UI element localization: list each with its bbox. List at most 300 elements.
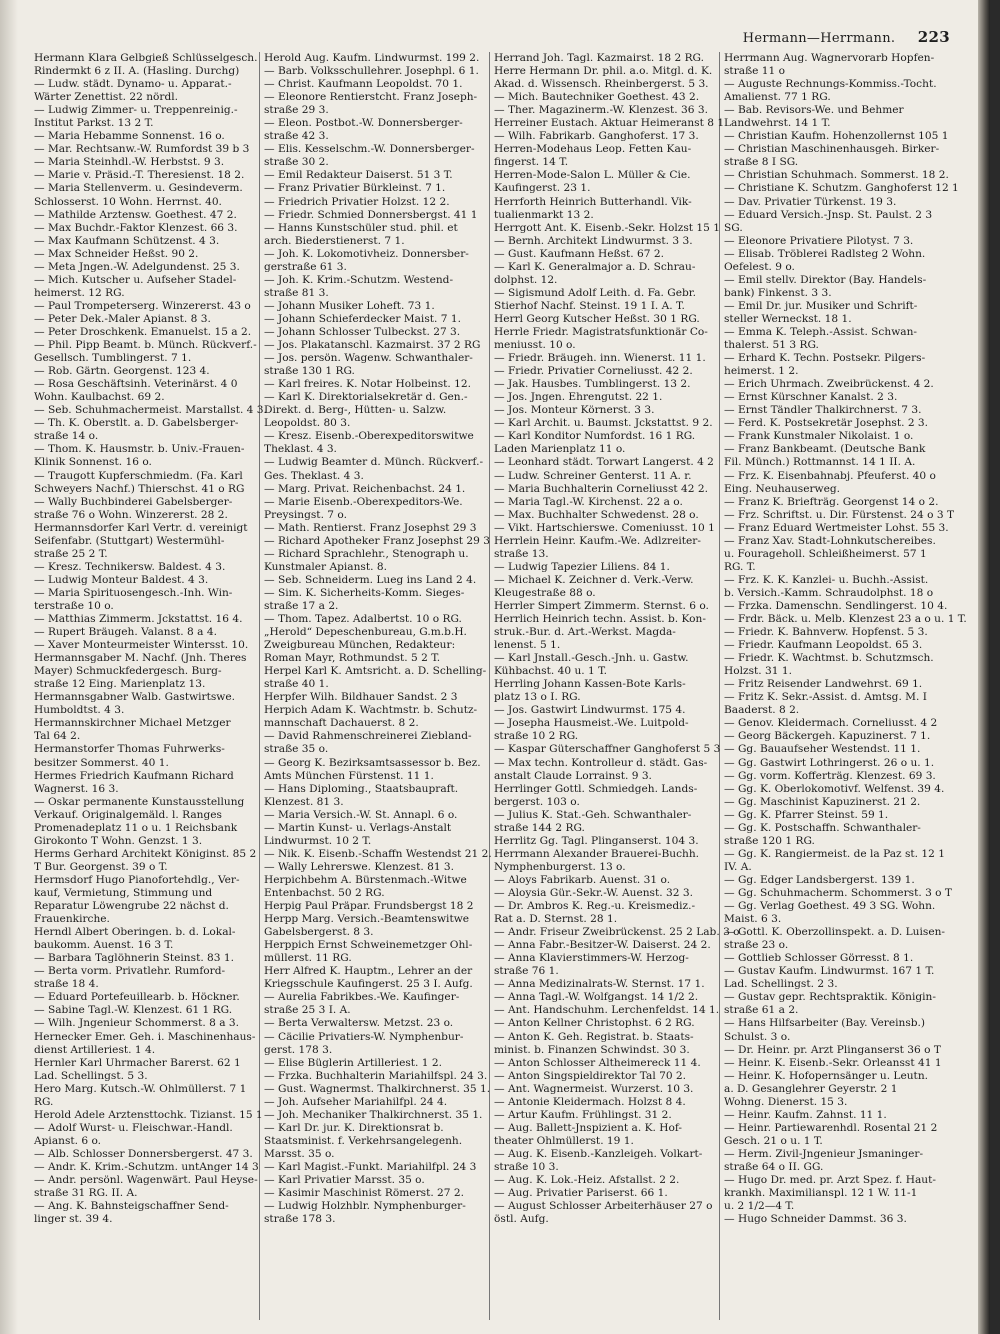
directory-entry-line: — Heinr. Kaufm. Zahnst. 11 1. (724, 1108, 887, 1121)
directory-entry-line: — Xaver Monteurmeister Wintersst. 10. (34, 639, 249, 652)
directory-entry-line: Gesellsch. Tumblingerst. 7 1. (34, 352, 192, 365)
directory-entry-line: — Aug. K. Lok.-Heiz. Afstallst. 2 2. (494, 1174, 680, 1187)
directory-entry-line: — Alb. Schlosser Donnersbergerst. 47 3. (34, 1147, 253, 1160)
directory-entry-line: — Peter Dek.-Maler Apianst. 8 3. (34, 312, 211, 325)
directory-entry-line: — Gg. K. Rangiermeist. de la Paz st. 12 1 (724, 847, 946, 860)
directory-entry-line: — Fritz Reisender Landwehrst. 69 1. (724, 678, 923, 691)
directory-entry-line: straße 81 3. (264, 286, 329, 299)
directory-entry-line: Hermannsgaber M. Nachf. (Jnh. Theres (34, 652, 247, 665)
directory-entry-line: — Seb. Schneiderm. Lueg ins Land 2 4. (264, 573, 477, 586)
directory-entry-line: — Eleonore Rentierstcht. Franz Joseph- (264, 91, 478, 104)
directory-entry-line: Seifenfabr. (Stuttgart) Westermühl- (34, 534, 225, 547)
directory-entry-line: — Gg. Edger Landsbergerst. 139 1. (724, 873, 915, 886)
running-title: Hermann—Herrmann. (742, 31, 896, 46)
directory-entry-line: — Emil Dr. jur. Musiker und Schrift- (724, 299, 918, 312)
directory-entry-line: — Ludwig Tapezier Liliens. 84 1. (494, 560, 670, 573)
directory-entry-line: — Karl Archit. u. Baumst. Jckstattst. 9 2. (494, 417, 713, 430)
directory-entry-line: SG. (724, 221, 743, 234)
directory-entry-line: — Jos. Plakatanschl. Kazmairst. 37 2 RG (264, 339, 481, 352)
directory-entry-line: — Hans Hilfsarbeiter (Bay. Vereinsb.) (724, 1017, 926, 1030)
directory-entry-line: — Sim. K. Sicherheits-Komm. Sieges- (264, 586, 465, 599)
directory-entry-line: Marsst. 35 o. (264, 1147, 335, 1160)
book-gutter (978, 0, 990, 1334)
directory-entry-line: Fil. Münch.) Rottmannst. 14 1 II. A. (724, 456, 916, 469)
directory-entry-line: straße 25 3 I. A. (264, 1004, 351, 1017)
directory-entry-line: straße 144 2 RG. (494, 821, 585, 834)
directory-entry-line: — August Schlosser Arbeiterhäuser 27 o (494, 1200, 713, 1213)
directory-entry-line: Herpich Adam K. Wachtmstr. b. Schutz- (264, 704, 478, 717)
directory-entry-line: Lad. Schellingst. 5 3. (34, 1069, 148, 1082)
directory-entry-line: Herold Adele Arztensttochk. Tizianst. 15 1 (34, 1108, 263, 1121)
directory-entry-line: — Ther. Magazinerm.-W. Klenzest. 36 3. (494, 104, 708, 117)
directory-entry-line: — Sigismund Adolf Leith. d. Fa. Gebr. (494, 286, 697, 299)
directory-entry-line: — Aug. Ballett-Jnspizient a. K. Hof- (494, 1121, 682, 1134)
directory-entry-line: — Fritz K. Sekr.-Assist. d. Amtsg. M. I (724, 691, 927, 704)
directory-entry-line: Reparatur Löwengrube 22 nächst d. (34, 900, 229, 913)
directory-entry-line: straße 64 o II. GG. (724, 1160, 824, 1173)
directory-entry-line: — Oskar permanente Kunstausstellung (34, 795, 245, 808)
directory-entry-line: — Ludwig Beamter d. Münch. Rückverf.- (264, 456, 484, 469)
directory-entry-line: — Rob. Gärtn. Georgenst. 123 4. (34, 365, 210, 378)
directory-entry-line: — Wilh. Jngenieur Schommerst. 8 a 3. (34, 1017, 239, 1030)
directory-entry-line: Hermanstorfer Thomas Fuhrwerks- (34, 743, 225, 756)
directory-entry-line: Herrand Joh. Tagl. Kazmairst. 18 2 RG. (494, 52, 705, 64)
directory-entry-line: Herrmann Alexander Brauerei-Buchh. (494, 847, 700, 860)
directory-entry-line: straße 10 3. (494, 1160, 559, 1173)
directory-entry-line: — Artur Kaufm. Frühlingst. 31 2. (494, 1108, 672, 1121)
directory-entry-line: — Kresz. Technikersw. Baldest. 4 3. (34, 560, 226, 573)
directory-entry-line: — Eduard Versich.-Jnsp. St. Paulst. 2 3 (724, 208, 933, 221)
directory-entry-line: — Christiane K. Schutzm. Ganghoferst 12 1 (724, 182, 959, 195)
directory-entry-line: dienst Artilleriest. 1 4. (34, 1043, 156, 1056)
directory-entry-line: — Johann Musiker Loheft. 73 1. (264, 299, 435, 312)
directory-entry-line: — Anton Singspieldirektor Tal 70 2. (494, 1069, 687, 1082)
columns-container (30, 52, 967, 1320)
directory-entry-line: — Seb. Schuhmachermeist. Marstallst. 4 3. (34, 404, 267, 417)
directory-entry-line: Herrgott Ant. K. Eisenb.-Sekr. Holzst 15 1 (494, 221, 720, 234)
directory-entry-line: straße 120 1 RG. (724, 834, 815, 847)
directory-entry-line: straße 11 o (724, 65, 786, 78)
directory-entry-line: — Eleon. Postbot.-W. Donnersberger- (264, 117, 463, 130)
directory-entry-line: Wohn. Kaulbachst. 69 2. (34, 391, 165, 404)
directory-entry-line: straße 29 3. (264, 104, 329, 117)
directory-entry-line: — Michael K. Zeichner d. Verk.-Verw. (494, 573, 694, 586)
directory-entry-line: — Ernst Kürschner Kanalst. 2 3. (724, 391, 898, 404)
directory-entry-line: Eing. Neuhauserweg. (724, 482, 841, 495)
directory-entry-line: — Ernst Tändler Thalkirchnerst. 7 3. (724, 404, 922, 417)
directory-entry-line: — Friedr. Bräugeh. inn. Wienerst. 11 1. (494, 352, 706, 365)
directory-entry-line: Herrmann Aug. Wagnervorarb Hopfen- (724, 52, 935, 64)
directory-entry-line: — Anna Fabr.-Besitzer-W. Daiserst. 24 2. (494, 939, 711, 952)
directory-entry-line: straße 14 o. (34, 430, 99, 443)
directory-entry-line: straße 23 o. (724, 939, 789, 952)
directory-entry-line: Herren-Mode-Salon L. Müller & Cie. (494, 169, 691, 182)
directory-entry-line: — Heinr. K. Hofopernsänger u. Leutn. (724, 1069, 929, 1082)
column-1 (30, 52, 267, 1320)
directory-entry-line: — Franz Eduard Wertmeister Lohst. 55 3. (724, 521, 949, 534)
directory-entry-line: — Gust. Wagnermst. Thalkirchnerst. 35 1. (264, 1082, 491, 1095)
directory-entry-line: — Phil. Pipp Beamt. b. Münch. Rückverf.- (34, 339, 257, 352)
directory-entry-line: — Gg. vorm. Kofferträg. Klenzest. 69 3. (724, 769, 936, 782)
directory-entry-line: Schlosserst. 10 Wohn. Herrnst. 40. (34, 195, 222, 208)
directory-entry-line: Nymphenburgerst. 13 o. (494, 860, 626, 873)
directory-entry-line: Hernecker Emer. Geh. i. Maschinenhaus- (34, 1030, 256, 1043)
directory-entry-line: — Anna Medizinalrats-W. Sternst. 17 1. (494, 978, 705, 991)
directory-entry-line: Herrling Johann Kassen-Bote Karls- (494, 678, 686, 691)
directory-entry-line: — Gustav Kaufm. Lindwurmst. 167 1 T. (724, 965, 935, 978)
directory-entry-line: — Dav. Privatier Türkenst. 19 3. (724, 195, 897, 208)
directory-entry-line: Hero Marg. Kutsch.-W. Ohlmüllerst. 7 1 (34, 1082, 247, 1095)
directory-entry-line: straße 130 1 RG. (264, 365, 355, 378)
directory-entry-line: — Berta Verwaltersw. Metzst. 23 o. (264, 1017, 454, 1030)
directory-entry-line: — Hans Diploming., Staatsbaupraft. (264, 782, 459, 795)
directory-entry-line: Tal 64 2. (34, 730, 81, 743)
directory-entry-line: bank) Finkenst. 3 3. (724, 286, 832, 299)
page-header (743, 28, 950, 46)
directory-entry-line: — Thom. Tapez. Adalbertst. 10 o RG. (264, 613, 462, 626)
directory-entry-line: „Herold“ Depeschenbureau, G.m.b.H. (264, 626, 467, 639)
directory-entry-line: — Ang. K. Bahnsteigschaffner Send- (34, 1200, 229, 1213)
directory-entry-line: arch. Biederstienerst. 7 1. (264, 234, 405, 247)
directory-entry-line: Herndl Albert Oberingen. b. d. Lokal- (34, 926, 236, 939)
directory-entry-line: — Anton Kellner Christophst. 6 2 RG. (494, 1017, 695, 1030)
directory-entry-line: Hermannsdorfer Karl Vertr. d. vereinigt (34, 521, 248, 534)
directory-entry-line: Laden Marienplatz 11 o. (494, 443, 626, 456)
directory-entry-line: — Gg. K. Pfarrer Steinst. 59 1. (724, 808, 889, 821)
directory-entry-line: — Georg Bäckergeh. Kapuzinerst. 7 1. (724, 730, 931, 743)
directory-entry-line: Wärter Zenettist. 22 nördl. (34, 91, 179, 104)
directory-entry-line: — Ferd. K. Postsekretär Josephst. 2 3. (724, 417, 929, 430)
directory-entry-line: — Franz Privatier Bürkleinst. 7 1. (264, 182, 446, 195)
directory-entry-line: a. D. Gesanglehrer Geyerstr. 2 1 (724, 1082, 898, 1095)
directory-entry-line: — Gustav gepr. Rechtspraktik. Königin- (724, 991, 936, 1004)
directory-entry-line: — Ludwig Holzhblr. Nymphenburger- (264, 1200, 466, 1213)
directory-entry-line: Hermes Friedrich Kaufmann Richard (34, 769, 234, 782)
directory-entry-line: — Andr. Friseur Zweibrückenst. 25 2 Lab. 3 o (494, 926, 740, 939)
directory-entry-line: — Joh. K. Lokomotivheiz. Donnersber- (264, 247, 469, 260)
directory-entry-line: — Johann Schlosser Tulbeckst. 27 3. (264, 325, 461, 338)
directory-entry-line: Kaufingerst. 23 1. (494, 182, 591, 195)
directory-entry-line: Schulst. 3 o. (724, 1030, 791, 1043)
directory-entry-line: — Antonie Kleidermach. Holzst 8 4. (494, 1095, 686, 1108)
directory-entry-line: — Aug. K. Eisenb.-Kanzleigeh. Volkart- (494, 1147, 703, 1160)
column-4 (720, 52, 967, 1320)
directory-entry-line: Herrlich Heinrich techn. Assist. b. Kon- (494, 613, 706, 626)
directory-entry-line: straße 13. (494, 547, 549, 560)
directory-entry-line: Amalienst. 77 1 RG. (724, 91, 831, 104)
directory-entry-line: Klinik Sonnenst. 16 o. (34, 456, 152, 469)
directory-entry-line: Herrlein Heinr. Kaufm.-We. Adlzreiter- (494, 534, 701, 547)
directory-entry-line: — Hugo Dr. med. pr. Arzt Spez. f. Haut- (724, 1174, 936, 1187)
directory-entry-line: — Erich Uhrmach. Zweibrückenst. 4 2. (724, 378, 934, 391)
directory-entry-line: — Barbara Taglöhnerin Steinst. 83 1. (34, 952, 235, 965)
directory-entry-line: — Max. Buchhalter Schwedenst. 28 o. (494, 508, 699, 521)
directory-entry-line: — Mich. Kutscher u. Aufseher Stadel- (34, 273, 237, 286)
directory-entry-line: — Georg K. Bezirksamtsassessor b. Bez. (264, 756, 481, 769)
directory-entry-line: straße 35 o. (264, 743, 329, 756)
directory-entry-line: — Hugo Schneider Dammst. 36 3. (724, 1213, 907, 1226)
directory-entry-line: — Jos. Jngen. Ehrengutst. 22 1. (494, 391, 663, 404)
directory-entry-line: — Gg. K. Oberlokomotivf. Welfenst. 39 4. (724, 782, 945, 795)
directory-entry-line: — Frdr. Bäck. u. Melb. Klenzest 23 a o u. 1 T. (724, 613, 967, 626)
directory-entry-line: — Joh. Aufseher Mariahilfpl. 24 4. (264, 1095, 448, 1108)
directory-entry-line: — Richard Sprachlehr., Stenograph u. (264, 547, 469, 560)
directory-entry-line: — Aloysia Gür.-Sekr.-W. Auenst. 32 3. (494, 887, 693, 899)
directory-entry-line: — Anton K. Geh. Registrat. b. Staats- (494, 1030, 694, 1043)
directory-entry-line: Hermannsgabner Walb. Gastwirtswe. (34, 691, 235, 704)
directory-entry-line: — Anna Klavierstimmers-W. Herzog- (494, 952, 689, 965)
directory-entry-line: — Andr. persönl. Wagenwärt. Paul Heyse- (34, 1174, 258, 1187)
directory-entry-line: — Elis. Kesselschm.-W. Donnersberger- (264, 143, 475, 156)
directory-entry-line: platz 13 o I. RG. (494, 691, 581, 704)
directory-entry-line: Verkauf. Originalgemäld. l. Ranges (34, 808, 222, 821)
directory-entry-line: linger st. 39 4. (34, 1213, 113, 1226)
directory-entry-line: — Adolf Wurst- u. Fleischwar.-Handl. (34, 1121, 233, 1134)
directory-entry-line: Kriegsschule Kaufingerst. 25 3 I. Aufg. (264, 978, 473, 991)
directory-entry-line: — Frzka. Damenschn. Sendlingerst. 10 4. (724, 599, 948, 612)
directory-entry-line: Herpig Paul Präpar. Frundsbergst 18 2 (264, 900, 474, 913)
directory-entry-line: — Kresz. Eisenb.-Oberexpeditorswitwe (264, 430, 474, 443)
directory-entry-line: — Christian Maschinenhausgeh. Birker- (724, 143, 940, 156)
directory-entry-line: — Emil Redakteur Daiserst. 51 3 T. (264, 169, 453, 182)
directory-entry-line: Theklast. 4 3. (264, 443, 337, 456)
directory-entry-line: — Marie v. Präsid.-T. Theresienst. 18 2. (34, 169, 245, 182)
directory-entry-line: — Christian Schuhmach. Sommerst. 18 2. (724, 169, 949, 182)
directory-entry-line: — Karl Jnstall.-Gesch.-Jnh. u. Gastw. (494, 652, 689, 665)
directory-entry-line: dolphst. 12. (494, 273, 558, 286)
directory-entry-line: — Maria Spirituosengesch.-Inh. Win- (34, 586, 233, 599)
directory-entry-line: — Maria Tagl.-W. Kirchenst. 22 a o. (494, 495, 683, 508)
directory-entry-line: — Dr. Ambros K. Reg.-u. Kreismediz.- (494, 900, 696, 913)
directory-entry-line: Herpfer Wilh. Bildhauer Sandst. 2 3 (264, 691, 458, 704)
directory-entry-line: — Meta Jngen.-W. Adelgundenst. 25 3. (34, 260, 240, 273)
directory-entry-line: Girokonto T Wohn. Genzst. 1 3. (34, 834, 203, 847)
directory-entry-line: Herms Gerhard Architekt Königinst. 85 2 (34, 847, 257, 860)
directory-entry-line: T Bur. Georgenst. 39 o T. (34, 860, 168, 873)
directory-entry-line: straße 18 4. (34, 978, 99, 991)
directory-entry-line: Institut Parkst. 13 2 T. (34, 117, 154, 130)
directory-entry-line: struk.-Bur. d. Art.-Werkst. Magda- (494, 626, 676, 639)
directory-entry-line: RG. T. (724, 560, 756, 573)
directory-entry-line: straße 30 2. (264, 156, 329, 169)
directory-entry-line: Hernler Karl Uhrmacher Barerst. 62 1 (34, 1056, 241, 1069)
directory-entry-line: — Gg. Gastwirt Lothringerst. 26 o u. 1. (724, 756, 935, 769)
directory-entry-line: Roman Mayr, Rothmundst. 5 2 T. (264, 652, 441, 665)
directory-entry-line: — Dr. Heinr. pr. Arzt Plinganserst 36 o T (724, 1043, 941, 1056)
directory-entry-line: — Jos. persön. Wagenw. Schwanthaler- (264, 352, 473, 365)
directory-entry-line: fingerst. 14 T. (494, 156, 569, 169)
directory-entry-line: Baaderst. 8 2. (724, 704, 800, 717)
directory-entry-line: Kunstmaler Apianst. 8. (264, 560, 387, 573)
directory-entry-line: tualienmarkt 13 2. (494, 208, 594, 221)
directory-entry-line: Rat a. D. Sternst. 28 1. (494, 913, 618, 926)
directory-entry-line: — Eduard Portefeuillearb. b. Höckner. (34, 991, 240, 1004)
directory-entry-line: — Karl K. Generalmajor a. D. Schrau- (494, 260, 696, 273)
directory-entry-line: — Max Kaufmann Schützenst. 4 3. (34, 234, 220, 247)
directory-entry-line: — Wally Buchbinderei Gabelsberger- (34, 495, 233, 508)
directory-entry-line: anstalt Claude Lorrainst. 9 3. (494, 769, 652, 782)
directory-entry-line: Oefelest. 9 o. (724, 260, 795, 273)
directory-entry-line: — Ludwig Monteur Baldest. 4 3. (34, 573, 209, 586)
directory-entry-line: — Peter Droschkenk. Emanuelst. 15 a 2. (34, 325, 252, 338)
directory-entry-line: Stierhof Nachf. Steinst. 19 1 I. A. T. (494, 299, 685, 312)
directory-entry-line: — Karl Magist.-Funkt. Mariahilfpl. 24 3 (264, 1160, 477, 1173)
directory-entry-line: — Wilh. Fabrikarb. Ganghoferst. 17 3. (494, 130, 699, 143)
directory-entry-line: — Gottl. K. Oberzollinspekt. a. D. Luisen- (724, 926, 945, 939)
directory-entry-line: Gesch. 21 o u. 1 T. (724, 1134, 823, 1147)
directory-entry-line: — Karl Privatier Marsst. 35 o. (264, 1174, 425, 1187)
directory-entry-line: — Barb. Volksschullehrer. Josephpl. 6 1. (264, 65, 479, 78)
directory-entry-line: Herold Aug. Kaufm. Lindwurmst. 199 2. (264, 52, 480, 64)
directory-entry-line: — Friedr. Kaufmann Leopoldst. 65 3. (724, 639, 923, 652)
directory-entry-line: minist. b. Finanzen Schwindst. 30 3. (494, 1043, 690, 1056)
directory-entry-line: kauf, Vermietung, Stimmung und (34, 887, 213, 899)
directory-entry-line: — Gust. Kaufmann Heßst. 67 2. (494, 247, 664, 260)
directory-entry-line: — Kasimir Maschinist Römerst. 27 2. (264, 1187, 465, 1200)
directory-entry-line: — Marg. Privat. Reichenbachst. 24 1. (264, 482, 466, 495)
directory-entry-line: — Karl freires. K. Notar Holbeinst. 12. (264, 378, 472, 391)
directory-entry-line: östl. Aufg. (494, 1213, 549, 1226)
directory-entry-line: — Joh. K. Krim.-Schutzm. Westend- (264, 273, 454, 286)
directory-entry-line: — Christ. Kaufmann Leopoldst. 70 1. (264, 78, 463, 91)
directory-entry-line: Leopoldst. 80 3. (264, 417, 351, 430)
directory-entry-line: — Berta vorm. Privatlehr. Rumford- (34, 965, 226, 978)
directory-entry-line: — Johann Schieferdecker Maist. 7 1. (264, 312, 461, 325)
directory-entry-line: — Elise Büglerin Artilleriest. 1 2. (264, 1056, 443, 1069)
directory-entry-line: Herpel Karl K. Amtsricht. a. D. Schelling- (264, 665, 487, 678)
directory-entry-line: Kleugestraße 88 o. (494, 586, 596, 599)
directory-entry-line: Herrlitz Gg. Tagl. Plinganserst. 104 3. (494, 834, 699, 847)
directory-entry-line: straße 40 1. (264, 678, 329, 691)
directory-entry-line: — David Rahmenschreinerei Ziebland- (264, 730, 472, 743)
directory-entry-line: — Ant. Handschuhm. Lerchenfeldst. 14 1. (494, 1004, 720, 1017)
directory-entry-line: — Karl Dr. jur. K. Direktionsrat b. (264, 1121, 444, 1134)
directory-entry-line: Zweigbureau München, Redakteur: (264, 639, 456, 652)
directory-entry-line: gerstraße 61 3. (264, 260, 347, 273)
directory-entry-line: müllerst. 11 RG. (264, 952, 352, 965)
directory-entry-line: — Andr. K. Krim.-Schutzm. untAnger 14 3 (34, 1160, 259, 1173)
directory-entry-line: Ges. Theklast. 4 3. (264, 469, 364, 482)
directory-entry-line: — Jos. Monteur Körnerst. 3 3. (494, 404, 655, 417)
directory-entry-line: — Rupert Bräugeh. Valanst. 8 a 4. (34, 626, 217, 639)
directory-entry-line: — Bernh. Architekt Lindwurmst. 3 3. (494, 234, 693, 247)
directory-entry-line: — Christian Kaufm. Hohenzollernst 105 1 (724, 130, 949, 143)
directory-entry-line: Hermannskirchner Michael Metzger (34, 717, 231, 730)
directory-entry-line: u. Fourageholl. Schleißheimerst. 57 1 (724, 547, 927, 560)
directory-entry-line: Apianst. 6 o. (34, 1134, 102, 1147)
directory-entry-line: Landwehrst. 14 1 T. (724, 117, 831, 130)
directory-entry-line: — Aurelia Fabrikbes.-We. Kaufinger- (264, 991, 460, 1004)
directory-entry-line: straße 76 1. (494, 965, 559, 978)
directory-entry-line: — Jos. Gastwirt Lindwurmst. 175 4. (494, 704, 686, 717)
directory-entry-line: — Auguste Rechnungs-Kommiss.-Tocht. (724, 78, 937, 91)
directory-entry-line: — Eleonore Privatiere Pilotyst. 7 3. (724, 234, 914, 247)
directory-entry-line: — Frz. K. K. Kanzlei- u. Buchh.-Assist. (724, 573, 929, 586)
directory-entry-line: u. 2 1/2—4 T. (724, 1200, 795, 1213)
directory-entry-line: Holzst. 31 1. (724, 665, 792, 678)
directory-entry-line: — Maria Stellenverm. u. Gesindeverm. (34, 182, 243, 195)
directory-entry-line: meniusst. 10 o. (494, 339, 576, 352)
directory-entry-line: — Franz Xav. Stadt-Lohnkutschereibes. (724, 534, 936, 547)
directory-entry-line: Maist. 6 3. (724, 913, 782, 926)
directory-entry-line: — Frz. K. Eisenbahnabj. Pfeuferst. 40 o (724, 469, 936, 482)
directory-entry-line: Preysingst. 7 o. (264, 508, 347, 521)
directory-entry-line: Herrl Georg Kutscher Heßst. 30 1 RG. (494, 312, 700, 325)
directory-entry-line: — Gg. Schuhmacherm. Schommerst. 3 o T (724, 887, 952, 899)
directory-entry-line: — Heinr. Partiewarenhdl. Rosental 21 2 (724, 1121, 938, 1134)
directory-entry-line: gerst. 178 3. (264, 1043, 333, 1056)
directory-entry-line: — Anna Tagl.-W. Wolfgangst. 14 1/2 2. (494, 991, 699, 1004)
directory-entry-line: — Ludw. Schreiner Genterst. 11 A. r. (494, 469, 692, 482)
directory-entry-line: — Mar. Rechtsanw.-W. Rumfordst 39 b 3 (34, 143, 250, 156)
directory-entry-line: — Rosa Geschäftsinh. Veterinärst. 4 0 (34, 378, 238, 391)
directory-entry-line: Direkt. d. Berg-, Hütten- u. Salzw. (264, 404, 447, 417)
page-number: 223 (917, 28, 950, 46)
directory-entry-line: — Hanns Kunstschüler stud. phil. et (264, 221, 458, 234)
directory-entry-line: terstraße 10 o. (34, 599, 114, 612)
directory-entry-line: besitzer Sommerst. 40 1. (34, 756, 169, 769)
directory-entry-line: — Max Schneider Heßst. 90 2. (34, 247, 199, 260)
directory-entry-line: — Richard Apotheker Franz Josephst 29 3 (264, 534, 490, 547)
directory-entry-line: — Marie Eisenb.-Oberexpeditors-We. (264, 495, 463, 508)
directory-entry-line: Humboldtst. 4 3. (34, 704, 125, 717)
directory-entry-line: — Kaspar Güterschaffner Ganghoferst 5 3 (494, 743, 721, 756)
directory-entry-line: — Josepha Hausmeist.-We. Luitpold- (494, 717, 689, 730)
directory-entry-line: — Maria Hebamme Sonnenst. 16 o. (34, 130, 225, 143)
directory-entry-line: — Franz K. Briefträg. Georgenst 14 o 2. (724, 495, 939, 508)
directory-entry-line: theater Ohlmüllerst. 19 1. (494, 1134, 634, 1147)
directory-entry-line: — Math. Rentierst. Franz Josephst 29 3 (264, 521, 477, 534)
directory-entry-line: — Aug. Privatier Pariserst. 66 1. (494, 1187, 668, 1200)
directory-entry-line: Hermann Klara Gelbgieß Schlüsselgesch. (34, 52, 258, 64)
directory-entry-line: — Sabine Tagl.-W. Klenzest. 61 1 RG. (34, 1004, 233, 1017)
directory-entry-line: straße 61 a 2. (724, 1004, 799, 1017)
directory-entry-line: — Karl K. Direktorialsekretär d. Gen.- (264, 391, 468, 404)
directory-entry-line: Gabelsbergerst. 8 3. (264, 926, 374, 939)
directory-entry-line: — Heinr. K. Eisenb.-Sekr. Orleansst 41 1 (724, 1056, 942, 1069)
directory-entry-line: steller Werneckst. 18 1. (724, 312, 852, 325)
directory-entry-line: Herren-Modehaus Leop. Fetten Kau- (494, 143, 692, 156)
directory-entry-line: Herre Hermann Dr. phil. a.o. Mitgl. d. K. (494, 65, 713, 78)
directory-entry-line: Amts München Fürstenst. 11 1. (264, 769, 434, 782)
directory-entry-line: Herrforth Heinrich Butterhandl. Vik- (494, 195, 692, 208)
directory-entry-line: Akad. d. Wissensch. Rheinbergerst. 5 3. (494, 78, 709, 91)
directory-entry-line: — Max Buchdr.-Faktor Klenzest. 66 3. (34, 221, 238, 234)
directory-entry-line: straße 31 RG. II. A. (34, 1187, 138, 1200)
directory-entry-line: — Wally Lehrerswe. Klenzest. 81 3. (264, 860, 455, 873)
directory-entry-line: straße 10 2 RG. (494, 730, 579, 743)
directory-entry-line: — Aloys Fabrikarb. Auenst. 31 o. (494, 873, 671, 886)
directory-entry-line: — Elisab. Tröblerei Radlsteg 2 Wohn. (724, 247, 926, 260)
directory-entry-line: Wagnerst. 16 3. (34, 782, 119, 795)
directory-entry-line: baukomm. Auenst. 16 3 T. (34, 939, 174, 952)
directory-entry-line: — Emma K. Teleph.-Assist. Schwan- (724, 325, 917, 338)
directory-entry-line: — Mich. Bautechniker Goethest. 43 2. (494, 91, 700, 104)
directory-entry-line: Schweyers Nachf.) Thierschst. 41 o RG (34, 482, 245, 495)
directory-entry-line: — Emil stellv. Direktor (Bay. Handels- (724, 273, 927, 286)
directory-entry-line: Promenadeplatz 11 o u. 1 Reichsbank (34, 821, 238, 834)
directory-entry-line: — Ant. Wagnermeist. Wurzerst. 10 3. (494, 1082, 694, 1095)
directory-entry-line: b. Versich.-Kamm. Schraudolphst. 18 o (724, 586, 934, 599)
directory-entry-line: — Karl Konditor Numfordst. 16 1 RG. (494, 430, 696, 443)
directory-entry-line: — Paul Trompeterserg. Winzererst. 43 o (34, 299, 251, 312)
directory-entry-line: — Th. K. Oberstlt. a. D. Gabelsberger- (34, 417, 239, 430)
directory-entry-line: — Gg. Bauaufseher Westendst. 11 1. (724, 743, 921, 756)
directory-entry-line: Herpp Marg. Versich.-Beamtenswitwe (264, 913, 470, 926)
directory-entry-line: — Ludwig Zimmer- u. Treppenreinig.- (34, 104, 238, 117)
directory-entry-line: Mayer) Schmuckfedergesch. Burg- (34, 665, 222, 678)
directory-entry-line: Wohng. Dienerst. 15 3. (724, 1095, 848, 1108)
